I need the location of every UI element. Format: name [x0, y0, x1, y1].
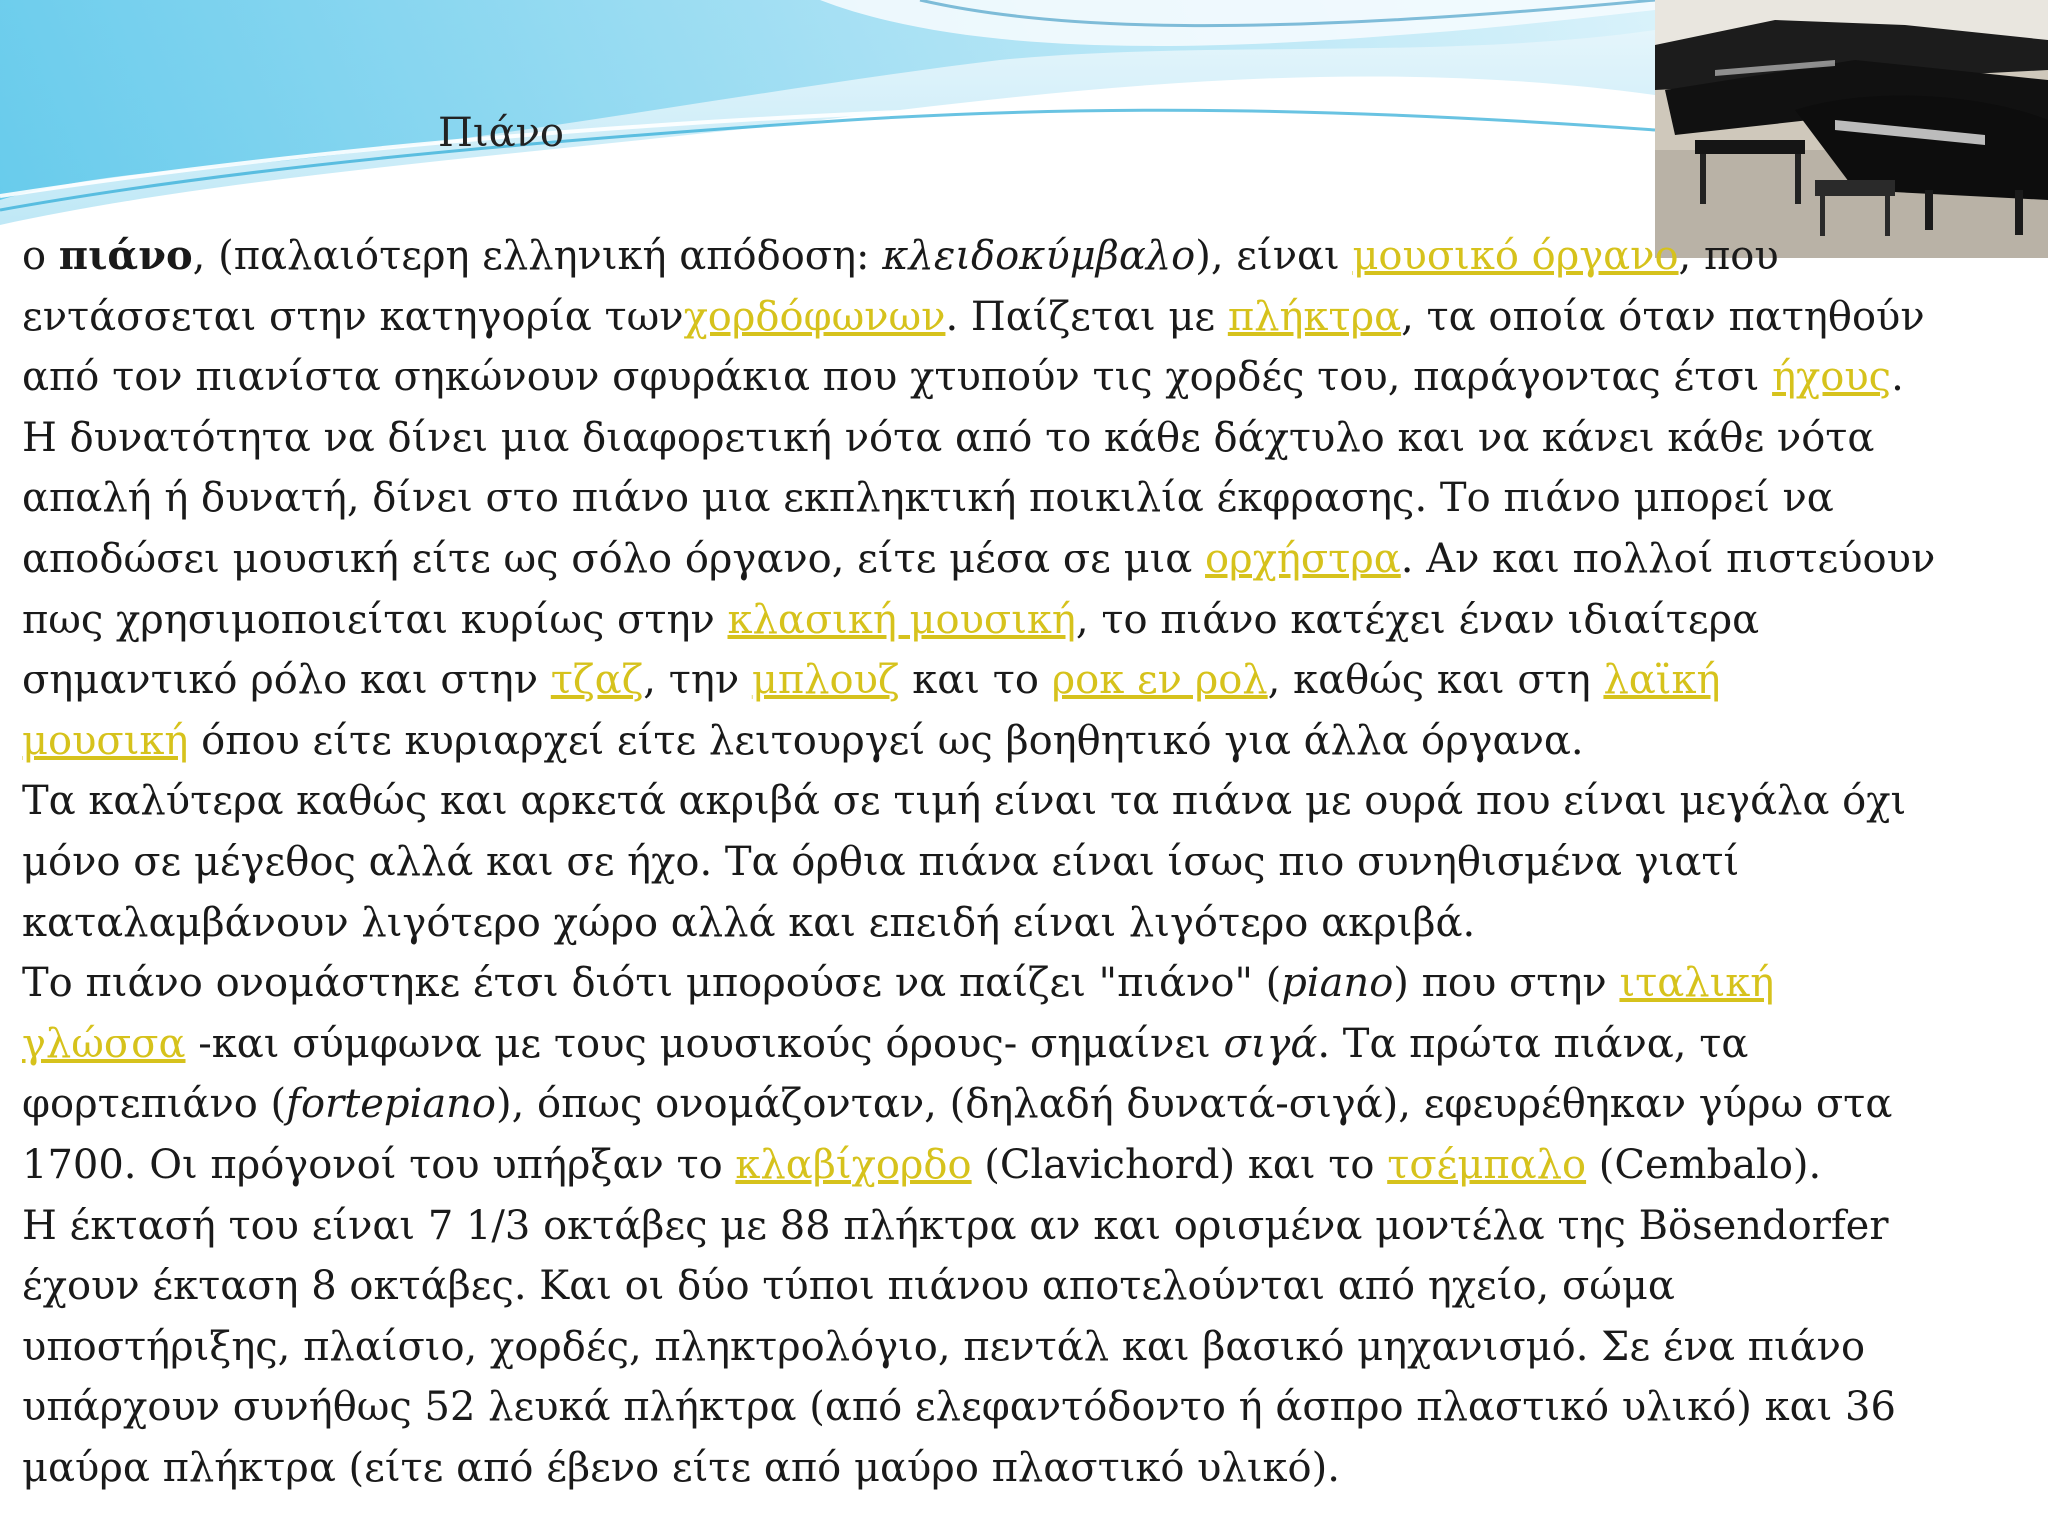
text-segment: ο	[22, 233, 59, 279]
text-segment: εντάσσεται στην κατηγορία των	[22, 293, 684, 340]
text-line	[22, 771, 2032, 832]
wiki-link[interactable]: ορχήστρα	[1205, 535, 1401, 582]
text-segment: 1700. Οι πρόγονοί του υπήρξαν το	[22, 1141, 736, 1188]
text-line	[22, 650, 2032, 711]
text-segment: . Αν και πολλοί πιστεύουν	[1400, 535, 1936, 582]
text-segment: ) που στην	[1393, 960, 1620, 1007]
text-line	[22, 1196, 2032, 1257]
wiki-link[interactable]: μουσική	[22, 717, 189, 764]
wiki-link[interactable]: μουσικό όργανο	[1352, 233, 1679, 279]
text-segment: , (παλαιότερη ελληνική απόδοση:	[192, 233, 883, 279]
text-segment: . Παίζεται με	[945, 293, 1228, 340]
wiki-link[interactable]: ροκ εν ρολ	[1051, 657, 1268, 704]
text-segment: όπου είτε κυριαρχεί είτε λειτουργεί ως βοηθητικό για άλλα όργανα.	[188, 717, 1584, 764]
text-line	[22, 1135, 2032, 1196]
text-segment: Η έκτασή του είναι 7 1/3 οκτάβες με 88 πλήκτρα αν και ορισμένα μοντέλα της Bösendorfer	[22, 1202, 1889, 1249]
text-line	[22, 1074, 2032, 1135]
italic-term: piano	[1281, 960, 1394, 1007]
text-line	[22, 287, 2032, 348]
bold-term: πιάνο	[58, 232, 193, 279]
text-line	[22, 226, 2032, 287]
text-segment: καταλαμβάνουν λιγότερο χώρο αλλά και επειδή είναι λιγότερο ακριβά.	[22, 899, 1476, 946]
text-segment: αποδώσει μουσική είτε ως σόλο όργανο, είτε μέσα σε μια	[22, 535, 1206, 582]
italic-term: κλειδοκύμβαλο	[882, 233, 1196, 279]
text-segment: υποστήριξης, πλαίσιο, χορδές, πληκτρολόγιο, πεντάλ και βασικό μηχανισμό. Σε ένα πιάνο	[22, 1323, 1866, 1370]
text-segment: (Clavichord) και το	[971, 1141, 1388, 1188]
text-line	[22, 1317, 2032, 1378]
text-segment: , καθώς και στη	[1267, 657, 1604, 704]
text-line	[22, 832, 2032, 893]
text-line	[22, 1256, 2032, 1317]
text-line	[22, 408, 2032, 469]
piano-showroom-image	[1655, 0, 2048, 258]
text-line	[22, 711, 2032, 772]
text-line	[22, 347, 2032, 408]
wiki-link[interactable]: κλαβίχορδο	[735, 1141, 972, 1188]
text-segment: έχουν έκταση 8 οκτάβες. Και οι δύο τύποι πιάνου αποτελούνται από ηχείο, σώμα	[22, 1263, 1675, 1310]
wiki-link[interactable]: μπλουζ	[751, 657, 900, 704]
text-segment: , το πιάνο κατέχει έναν ιδιαίτερα	[1075, 596, 1760, 643]
text-line	[22, 468, 2032, 529]
text-line	[22, 893, 2032, 954]
text-line	[22, 953, 2032, 1014]
text-segment: , την	[643, 657, 752, 704]
wiki-link[interactable]: γλώσσα	[22, 1020, 186, 1067]
text-segment: -και σύμφωνα με τους μουσικούς όρους- σημαίνει	[185, 1020, 1224, 1067]
wiki-link[interactable]: ιταλική	[1619, 960, 1775, 1007]
text-segment: Το πιάνο ονομάστηκε έτσι διότι μπορούσε να παίζει "πιάνο" (	[22, 960, 1282, 1007]
italic-term: σιγά	[1223, 1020, 1318, 1067]
text-line	[22, 529, 2032, 590]
wiki-link[interactable]: κλασική μουσική	[727, 596, 1076, 643]
text-line	[22, 590, 2032, 651]
text-segment: μόνο σε μέγεθος αλλά και σε ήχο. Τα όρθια πιάνα είναι ίσως πιο συνηθισμένα γιατί	[22, 838, 1740, 885]
text-segment: (Cembalo).	[1586, 1141, 1822, 1188]
wiki-link[interactable]: πλήκτρα	[1227, 293, 1402, 340]
text-segment: πως χρησιμοποιείται κυρίως στην	[22, 596, 728, 643]
slide-title: Πιάνο	[438, 110, 564, 156]
wiki-link[interactable]: χορδόφωνων	[683, 293, 946, 340]
italic-term: fortepiano	[286, 1081, 497, 1128]
grand-pianos-photo	[1655, 0, 2048, 258]
text-segment: μαύρα πλήκτρα (είτε από έβενο είτε από μαύρο πλαστικό υλικό).	[22, 1444, 1340, 1491]
text-segment: ), είναι	[1195, 233, 1353, 279]
slide-body-text	[22, 226, 2032, 1498]
text-line	[22, 1014, 2032, 1075]
text-segment: από τον πιανίστα σηκώνουν σφυράκια που χτυπούν τις χορδές του, παράγοντας έτσι	[22, 354, 1773, 401]
text-line	[22, 1377, 2032, 1438]
text-segment: υπάρχουν συνήθως 52 λευκά πλήκτρα (από ελεφαντόδοντο ή άσπρο πλαστικό υλικό) και 36	[22, 1384, 1896, 1431]
text-segment: Η δυνατότητα να δίνει μια διαφορετική νότα από το κάθε δάχτυλο και να κάνει κάθε νότα	[22, 414, 1875, 461]
text-segment: απαλή ή δυνατή, δίνει στο πιάνο μια εκπληκτική ποικιλία έκφρασης. Το πιάνο μπορεί να	[22, 475, 1834, 522]
wiki-link[interactable]: τσέμπαλο	[1387, 1141, 1587, 1188]
wiki-link[interactable]: ήχους	[1772, 354, 1892, 401]
text-segment: .	[1891, 354, 1904, 401]
text-segment: και το	[899, 657, 1052, 704]
text-segment: , τα οποία όταν πατηθούν	[1401, 293, 1925, 340]
text-line	[22, 1438, 2032, 1499]
text-segment: , που	[1678, 233, 1779, 279]
text-segment: σημαντικό ρόλο και στην	[22, 657, 551, 704]
text-segment: φορτεπιάνο (	[22, 1081, 287, 1128]
text-segment: . Τα πρώτα πιάνα, τα	[1317, 1020, 1749, 1067]
wiki-link[interactable]: λαϊκή	[1603, 657, 1721, 704]
text-segment: ), όπως ονομάζονταν, (δηλαδή δυνατά-σιγά), εφευρέθηκαν γύρω στα	[496, 1081, 1893, 1128]
wiki-link[interactable]: τζαζ	[550, 657, 644, 704]
text-segment: Τα καλύτερα καθώς και αρκετά ακριβά σε τιμή είναι τα πιάνα με ουρά που είναι μεγάλα όχι	[22, 778, 1907, 825]
